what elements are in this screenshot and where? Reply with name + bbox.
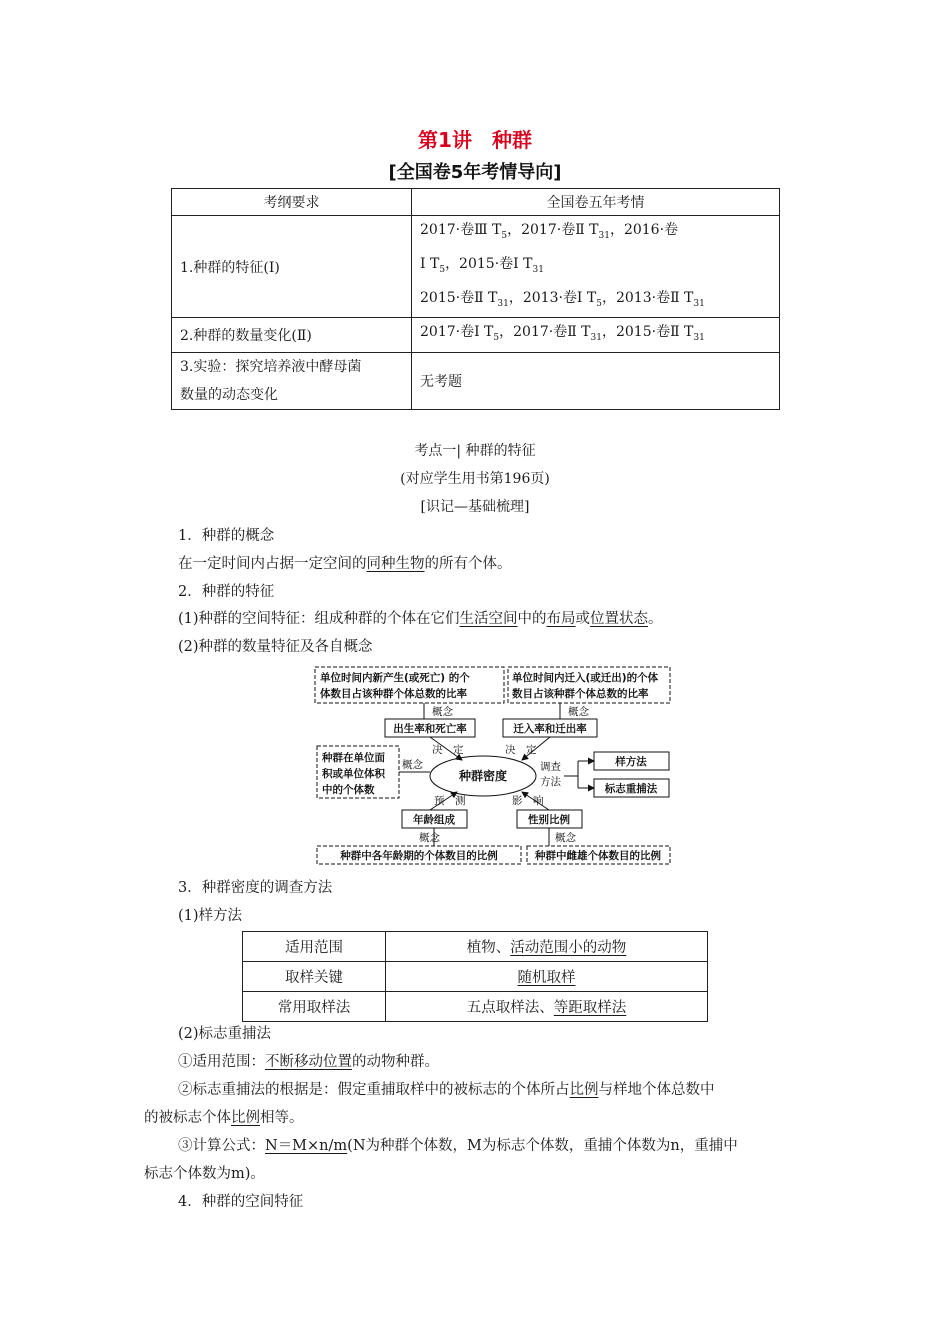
text-run: ，2017·卷Ⅱ T bbox=[507, 222, 599, 238]
birth-death-rate-label: 出生率和死亡率 bbox=[393, 723, 467, 735]
text-run: ，2016·卷 bbox=[609, 222, 679, 238]
text-run: 2017·卷Ⅰ T bbox=[420, 324, 494, 341]
table-row bbox=[172, 216, 780, 318]
quadrat-method-table bbox=[242, 931, 708, 1022]
population-density-label: 种群密度 bbox=[458, 769, 508, 783]
page-subtitle: [全国卷5年考情导向] bbox=[388, 162, 562, 183]
sex-ratio-definition: 种群中雌雄个体数目的比例 bbox=[535, 850, 661, 862]
section-ref: (对应学生用书第196页) bbox=[400, 471, 550, 487]
requirement-line: 数量的动态变化 bbox=[180, 387, 278, 404]
page-title: 第1讲 种群 bbox=[418, 128, 532, 152]
text-run: (1)种群的空间特征：组成种群的个体在它们 bbox=[178, 611, 460, 627]
subscript: 5 bbox=[596, 298, 602, 309]
quadrat-method-label: 样方法 bbox=[615, 756, 647, 768]
concept-label: 概念 bbox=[419, 832, 440, 844]
heading-population-concept: 1．种群的概念 bbox=[178, 528, 275, 544]
text-run: ，2013·卷Ⅱ T bbox=[601, 289, 694, 306]
exam-record-line bbox=[420, 284, 771, 318]
table-row bbox=[243, 962, 708, 992]
text-run: 的动物种群。 bbox=[352, 1054, 439, 1070]
exam-record-cell: 无考题 bbox=[412, 353, 780, 410]
subscript: 31 bbox=[693, 333, 705, 344]
text-run: ②标志重捕法的根据是：假定重捕取样中的被标志的个体所占 bbox=[178, 1082, 570, 1098]
table-value-cell bbox=[386, 932, 708, 962]
paragraph-mark-recapture-basis bbox=[178, 1078, 715, 1099]
population-feature-diagram bbox=[312, 664, 674, 868]
text-run: 。 bbox=[648, 611, 663, 627]
underlined-term: 随机取样 bbox=[517, 970, 576, 986]
density-definition-line: 种群在单位面 bbox=[322, 752, 385, 764]
text-run: 的所有个体。 bbox=[424, 556, 512, 572]
table-key-cell: 常用取样法 bbox=[243, 992, 386, 1022]
table-value-cell bbox=[386, 962, 708, 992]
table-row bbox=[243, 992, 708, 1022]
table-header-row bbox=[172, 189, 780, 216]
underlined-term: 布局 bbox=[546, 611, 576, 627]
paragraph-concept bbox=[178, 552, 512, 573]
underlined-term: 位置状态 bbox=[590, 611, 649, 627]
table-header-cell: 全国卷五年考情 bbox=[412, 189, 780, 216]
table-row bbox=[172, 353, 780, 410]
table-key-cell: 适用范围 bbox=[243, 932, 386, 962]
age-structure-definition: 种群中各年龄期的个体数目的比例 bbox=[340, 850, 498, 862]
heading-mark-recapture: (2)标志重捕法 bbox=[178, 1026, 272, 1042]
text-run: 五点取样法、 bbox=[466, 1000, 554, 1016]
concept-label: 概念 bbox=[568, 706, 589, 718]
table-row bbox=[243, 932, 708, 962]
density-definition-line: 中的个体数 bbox=[322, 784, 375, 796]
mark-recapture-label: 标志重捕法 bbox=[604, 783, 658, 795]
concept-label: 概念 bbox=[432, 706, 453, 718]
subscript: 31 bbox=[590, 333, 602, 344]
text-run: 2017·卷Ⅲ T bbox=[420, 222, 502, 238]
text-run: 植物、 bbox=[466, 940, 511, 956]
text-run: ③计算公式： bbox=[178, 1138, 265, 1154]
exam-record-line bbox=[420, 216, 771, 250]
survey-method-label: 方法 bbox=[540, 776, 561, 788]
concept-label: 概念 bbox=[402, 759, 423, 771]
heading-quadrat-method: (1)样方法 bbox=[178, 908, 243, 924]
exam-record-line bbox=[420, 318, 771, 352]
underlined-term: 活动范围小的动物 bbox=[510, 940, 627, 956]
table-key-cell: 取样关键 bbox=[243, 962, 386, 992]
heading-density-survey: 3．种群密度的调查方法 bbox=[178, 880, 333, 896]
text-run: 或 bbox=[575, 611, 591, 627]
table-header-cell: 考纲要求 bbox=[172, 189, 412, 216]
underlined-term: N＝M×n/m bbox=[265, 1138, 348, 1154]
text-run: 的被标志个体 bbox=[144, 1110, 231, 1126]
underlined-term: 不断移动位置 bbox=[265, 1054, 352, 1070]
text-run: (N为种群个体数，M为标志个体数，重捕个体数为n，重捕中 bbox=[347, 1138, 738, 1154]
underlined-term: 同种生物 bbox=[366, 556, 425, 572]
requirement-line: 3.实验：探究培养液中酵母菌 bbox=[180, 359, 362, 376]
concept-label: 概念 bbox=[555, 832, 576, 844]
age-structure-label: 年龄组成 bbox=[413, 814, 455, 826]
paragraph-quantity-feature: (2)种群的数量特征及各自概念 bbox=[178, 639, 373, 655]
text-run: ①适用范围： bbox=[178, 1054, 265, 1070]
text-run: Ⅰ T bbox=[420, 255, 440, 272]
migration-definition-line: 单位时间内迁入(或迁出)的个体 bbox=[512, 672, 659, 684]
text-run: 与样地个体总数中 bbox=[598, 1082, 715, 1098]
sex-ratio-label: 性别比例 bbox=[528, 814, 570, 826]
paragraph-spatial-feature bbox=[178, 607, 663, 628]
influence-label: 影 响 bbox=[512, 795, 544, 807]
paragraph-mark-recapture-basis-cont bbox=[144, 1106, 304, 1127]
decide-label: 决 定 bbox=[505, 744, 537, 756]
migration-rate-label: 迁入率和迁出率 bbox=[513, 723, 587, 735]
section-tag: [识记—基础梳理] bbox=[420, 499, 530, 515]
requirement-cell: 1.种群的特征(Ⅰ) bbox=[172, 216, 412, 318]
heading-population-features: 2．种群的特征 bbox=[178, 584, 275, 600]
table-value-cell bbox=[386, 992, 708, 1022]
subscript: 5 bbox=[439, 264, 446, 275]
text-run: 相等。 bbox=[260, 1110, 304, 1126]
exam-overview-table bbox=[171, 188, 780, 410]
exam-record-cell bbox=[412, 318, 780, 353]
underlined-term: 比例 bbox=[231, 1110, 260, 1126]
birth-rate-definition-line: 体数目占该种群个体总数的比率 bbox=[320, 688, 467, 700]
underlined-term: 等距取样法 bbox=[553, 1000, 627, 1016]
paragraph-mark-recapture-scope bbox=[178, 1050, 439, 1071]
exam-record-line bbox=[420, 250, 771, 284]
text-run: ，2017·卷Ⅱ T bbox=[499, 324, 591, 341]
text-run: ，2015·卷Ⅰ T bbox=[445, 255, 533, 272]
subscript: 31 bbox=[497, 298, 509, 309]
subscript: 31 bbox=[693, 298, 705, 309]
underlined-term: 比例 bbox=[569, 1082, 599, 1098]
table-row bbox=[172, 318, 780, 353]
text-run: ，2015·卷Ⅱ T bbox=[601, 324, 694, 341]
density-definition-line: 积或单位体积 bbox=[322, 768, 385, 780]
paragraph-formula-cont: 标志个体数为m)。 bbox=[144, 1166, 265, 1182]
underlined-term: 生活空间 bbox=[459, 611, 518, 627]
subscript: 31 bbox=[598, 230, 610, 241]
text-run: ，2013·卷Ⅰ T bbox=[508, 289, 597, 306]
requirement-cell bbox=[172, 353, 412, 410]
subscript: 5 bbox=[501, 230, 508, 241]
paragraph-formula bbox=[178, 1134, 738, 1155]
text-run: 在一定时间内占据一定空间的 bbox=[178, 556, 367, 572]
text-run: 中的 bbox=[517, 611, 547, 627]
requirement-cell: 2.种群的数量变化(Ⅱ) bbox=[172, 318, 412, 353]
migration-definition-line: 数目占该种群个体总数的比率 bbox=[512, 688, 649, 700]
survey-method-label: 调查 bbox=[540, 761, 561, 773]
subscript: 31 bbox=[532, 264, 544, 275]
subscript: 5 bbox=[493, 333, 500, 344]
birth-rate-definition-line: 单位时间内新产生(或死亡) 的个 bbox=[320, 672, 470, 684]
exam-record-cell bbox=[412, 216, 780, 318]
decide-label: 决 定 bbox=[432, 744, 464, 756]
section-heading: 考点一| 种群的特征 bbox=[414, 443, 536, 459]
heading-spatial-feature: 4．种群的空间特征 bbox=[178, 1194, 304, 1210]
text-run: 2015·卷Ⅱ T bbox=[420, 289, 498, 306]
predict-label: 预 测 bbox=[434, 795, 466, 807]
